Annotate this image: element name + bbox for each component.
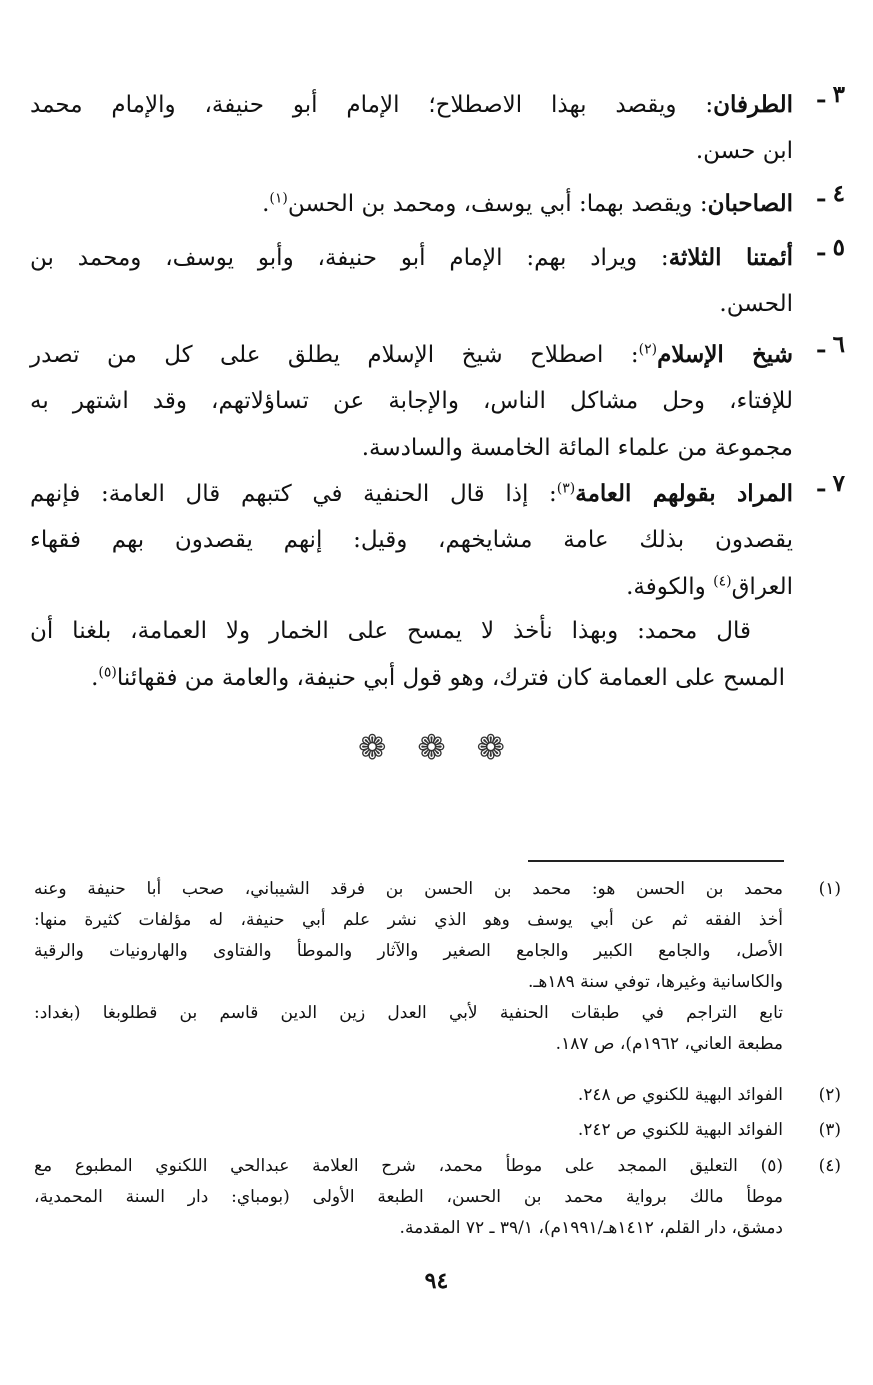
item-number: ٣ ـ (817, 81, 845, 108)
footnote-line: دمشق، دار القلم، ١٤١٢هـ/١٩٩١م)، ٣٩/١ ـ ٧٢ المقدمة. (399, 1218, 783, 1238)
item-text: : إذا قال الحنفية في كتبهم قال العامة: فإنهم (30, 481, 557, 507)
footnote-ref: (٣) (556, 480, 576, 497)
footnote-line: موطأ مالك برواية محمد بن الحسن، الطبعة الأولى (بومباي: دار السنة المحمدية، (34, 1187, 783, 1207)
item-number: ٦ ـ (817, 331, 845, 358)
item-line: للإفتاء، وحل مشاكل الناس، والإجابة عن تساؤلاتهم، وقد اشتهر به (30, 388, 793, 414)
paragraph-text: . (91, 665, 99, 691)
item-line: مجموعة من علماء المائة الخامسة والسادسة. (361, 435, 793, 461)
footnote-line: (٥) التعليق الممجد على موطأ محمد، شرح العلامة عبدالحي اللكنوي المطبوع مع (34, 1156, 783, 1176)
glossary-item-7 (30, 470, 845, 611)
item-line (30, 180, 793, 227)
item-number: ٤ ـ (817, 180, 845, 207)
glossary-item-4 (30, 180, 845, 227)
footnote-line: الأصل، والجامع الكبير والجامع الصغير والآثار والموطأ والفتاوى والهارونيات والرقية (34, 941, 783, 961)
glossary-item-6 (30, 331, 845, 472)
item-line: الحسن. (719, 291, 793, 317)
footnote-ref: (٥) (98, 664, 117, 681)
item-line (30, 81, 793, 128)
item-text: والكوفة. (626, 574, 714, 600)
item-term: المراد بقولهم العامة (575, 480, 793, 507)
item-line (30, 564, 793, 611)
item-line (30, 234, 793, 281)
item-line (30, 470, 793, 517)
paragraph-text: المسح على العمامة كان فترك، وهو قول أبي حنيفة، والعامة من فقهائنا (116, 665, 785, 691)
item-number: ٧ ـ (817, 470, 845, 497)
footnote-ref: (٢) (638, 341, 658, 358)
footnote-line: تابع التراجم في طبقات الحنفية لأبي العدل زين الدين قاسم بن قطلوبغا (بغداد: (34, 1003, 783, 1023)
item-term: شيخ الإسلام (657, 341, 793, 368)
item-text: : ويراد بهم: الإمام أبو حنيفة، وأبو يوسف، ومحمد بن (30, 245, 669, 271)
item-text: : اصطلاح شيخ الإسلام يطلق على كل من تصدر (30, 342, 639, 368)
item-term: الطرفان (713, 91, 793, 118)
item-line: ابن حسن. (695, 138, 793, 164)
glossary-item-5 (30, 234, 845, 328)
footnote-line: أخذ الفقه ثم عن أبي يوسف وهو الذي نشر علم أبي حنيفة، له مؤلفات كثيرة منها: (34, 910, 783, 930)
footnote-line: الفوائد البهية للكنوي ص ٢٤٢. (577, 1120, 783, 1140)
footnote-2 (34, 1080, 841, 1111)
item-term: الصاحبان (707, 190, 793, 217)
footnote-number: (٤) (818, 1156, 841, 1176)
footnote-number: (١) (818, 879, 841, 899)
item-text: : ويقصد بهذا الاصطلاح؛ الإمام أبو حنيفة، والإمام محمد (30, 92, 714, 118)
footnote-4 (34, 1151, 841, 1244)
glossary-item-3 (30, 81, 845, 175)
item-text: . (262, 191, 270, 217)
paragraph-line (30, 655, 785, 702)
footnote-line: والكاسانية وغيرها، توفي سنة ١٨٩هـ. (528, 972, 783, 992)
footnote-ref: (٤) (713, 573, 732, 590)
footnote-line: محمد بن الحسن هو: محمد بن الحسن بن فرقد الشيباني، صحب أبا حنيفة وعنه (34, 879, 783, 899)
footnote-separator (528, 860, 784, 862)
item-number: ٥ ـ (817, 234, 845, 261)
item-term: أئمتنا الثلاثة (668, 244, 794, 271)
footnote-line: الفوائد البهية للكنوي ص ٢٤٨. (577, 1085, 783, 1105)
body-paragraph (30, 608, 785, 702)
footnote-3 (34, 1115, 841, 1146)
footnote-number: (٢) (818, 1085, 841, 1105)
item-text: : ويقصد بهما: أبي يوسف، ومحمد بن الحسن (287, 191, 708, 217)
footnote-ref: (١) (269, 190, 288, 207)
item-line: يقصدون بذلك عامة مشايخهم، وقيل: إنهم يقصدون بهم فقهاء (30, 527, 793, 553)
item-text: العراق (731, 574, 793, 600)
item-line (30, 331, 793, 378)
paragraph-line: قال محمد: وبهذا نأخذ لا يمسح على الخمار ولا العمامة، بلغنا أن (30, 618, 751, 644)
page-number: ٩٤ (424, 1268, 449, 1294)
section-ornament: ❁ ❁ ❁ (357, 728, 516, 768)
footnote-line: مطبعة العاني، ١٩٦٢م)، ص ١٨٧. (555, 1034, 783, 1054)
footnote-1 (34, 874, 841, 1060)
footnote-number: (٣) (818, 1120, 841, 1140)
